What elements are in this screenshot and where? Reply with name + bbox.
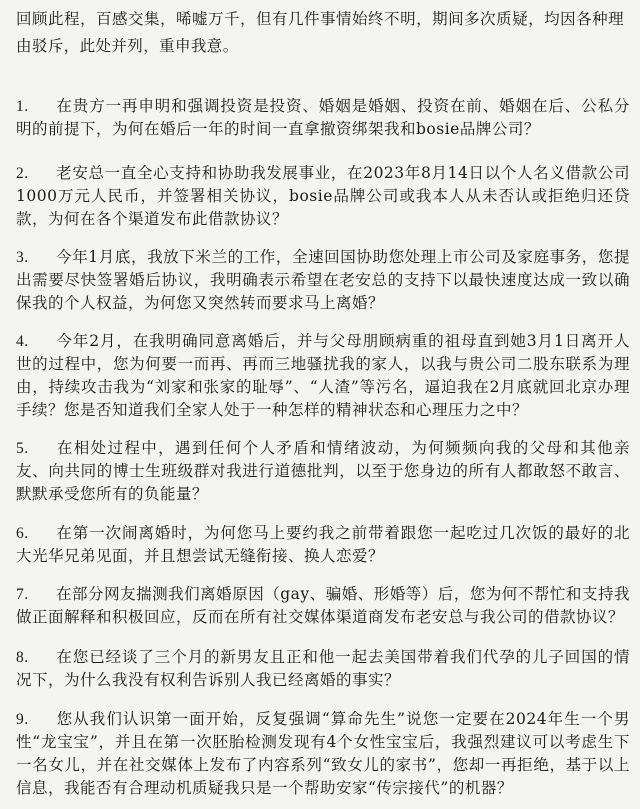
list-item	[16, 522, 630, 568]
list-item	[16, 583, 630, 629]
item-text: 今年2月，在我明确同意离婚后，并与父母朋顾病重的祖母直到她3月1日离开人世的过程中，您为何要一而再、再而三地骚扰我的家人，以我与贵公司二股东联系为理由，持续攻击我为“刘家和张家的耻辱”、“人渣”等污名，逼迫我在2月底就回北京办理手续？您是否知道我们全家人处于一种怎样的精神状态和心理压力之中？	[16, 332, 630, 419]
item-text: 老安总一直全心支持和协助我发展事业，在2023年8月14日以个人名义借款公司1000万元人民币，并签署相关协议，bosie品牌公司或我本人从未否认或拒绝归还贷款，为何在各个渠道发布此借款协议？	[16, 164, 630, 228]
list-item	[16, 246, 630, 315]
item-text: 在部分网友揣测我们离婚原因（gay、骗婚、形婚等）后，您为何不帮忙和支持我做正面解释和积极回应，反而在所有社交媒体渠道商发布老安总与我公司的借款协议？	[16, 585, 630, 626]
list-item	[16, 708, 630, 800]
item-number: 6.	[16, 525, 29, 542]
item-number: 2.	[16, 165, 29, 182]
list-item	[16, 646, 630, 692]
item-number: 3.	[16, 249, 29, 266]
item-number: 7.	[16, 586, 29, 603]
intro-paragraph: 回顾此程，百感交集，唏嘘万千，但有几件事情始终不明，期间多次质疑，均因各种理由驳斥，此处并列，重申我意。	[16, 10, 624, 55]
item-text: 在贵方一再申明和强调投资是投资、婚姻是婚姻、投资在前、婚姻在后、公私分明的前提下，为何在婚后一年的时间一直拿撤资绑架我和bosie品牌公司？	[16, 97, 630, 138]
item-number: 8.	[16, 649, 29, 666]
item-text: 您从我们认识第一面开始，反复强调“算命先生”说您一定要在2024年生一个男性“龙宝宝”，并且在第一次胚胎检测发现有4个女性宝宝后，我强烈建议可以考虑生下一名女儿，并在社交媒体上发布了内容系列“致女儿的家书”，您却一再拒绝，基于以上信息，我能否有合理动机质疑我只是一个帮助安家“传宗接代”的机器？	[16, 710, 630, 797]
list-item	[16, 95, 630, 141]
list-item	[16, 330, 630, 422]
list-item	[16, 162, 630, 231]
item-text: 在相处过程中，遇到任何个人矛盾和情绪波动，为何频频向我的父母和其他亲友、向共同的博士生班级群对我进行道德批判，以至于您身边的所有人都敢怒不敢言、默默承受您所有的负能量？	[16, 439, 630, 503]
item-text: 在您已经谈了三个月的新男友且正和他一起去美国带着我们代孕的儿子回国的情况下，为什么我没有权利告诉别人我已经离婚的事实？	[16, 648, 630, 689]
item-text: 在第一次闹离婚时，为何您马上要约我之前带着跟您一起吃过几次饭的最好的北大光华兄弟见面，并且想尝试无缝衔接、换人恋爱？	[16, 524, 630, 565]
item-number: 4.	[16, 333, 29, 350]
item-text: 今年1月底，我放下米兰的工作，全速回国协助您处理上市公司及家庭事务，您提出需要尽快签署婚后协议，我明确表示希望在老安总的支持下以最快速度达成一致以确保我的个人权益，为何您又突然转而要求马上离婚？	[16, 248, 630, 312]
item-number: 1.	[16, 98, 29, 115]
item-number: 5.	[16, 440, 29, 457]
item-number: 9.	[16, 711, 29, 728]
list-item	[16, 437, 630, 506]
